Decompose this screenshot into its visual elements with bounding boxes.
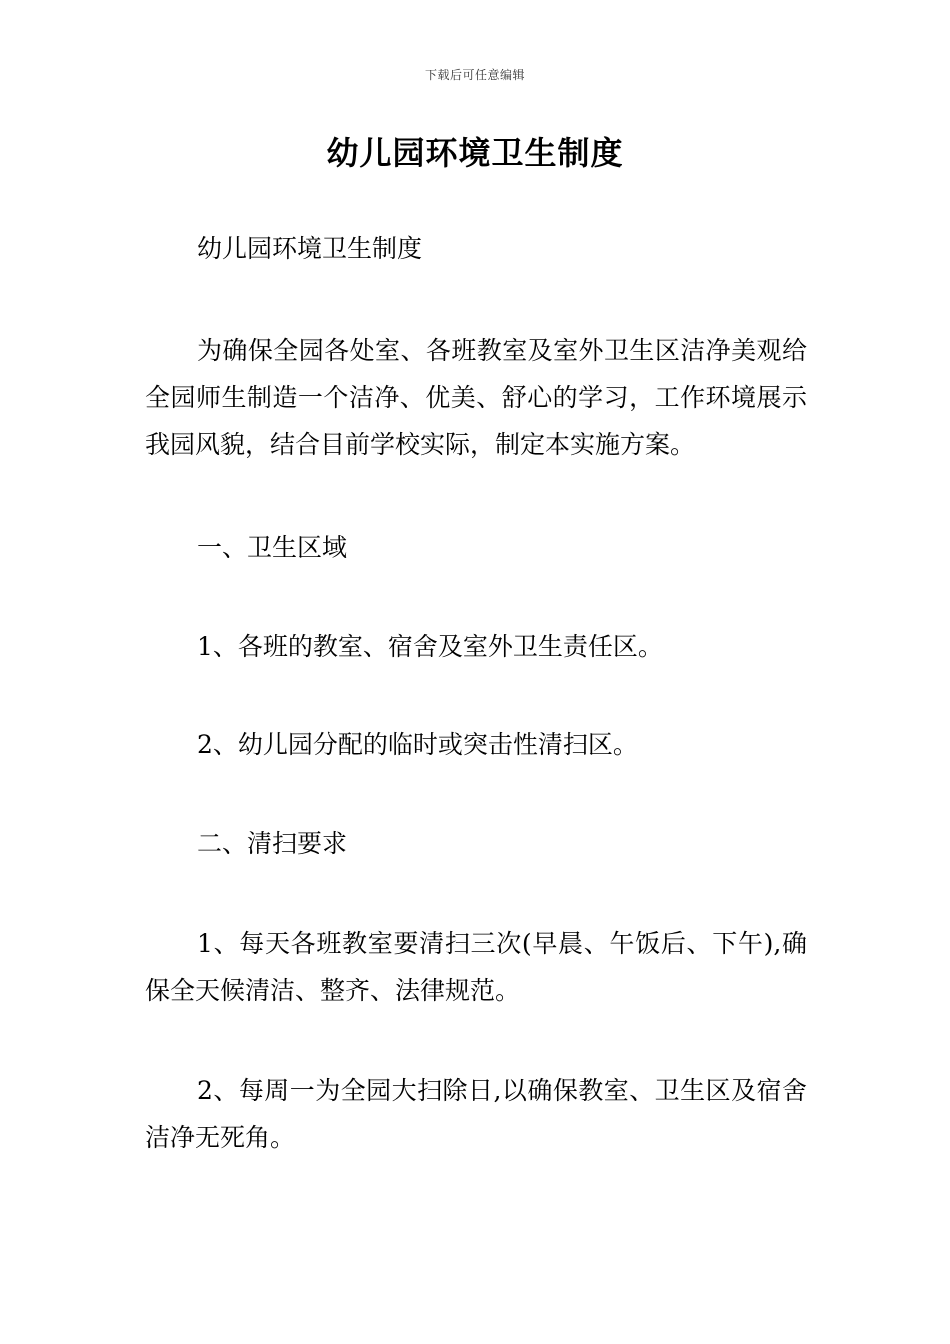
section-heading-cleaning-requirements: 二、清扫要求 xyxy=(197,829,348,858)
header-note: 下载后可任意编辑 xyxy=(424,68,525,82)
section-heading-hygiene-areas: 一、卫生区域 xyxy=(197,533,348,562)
list-item-area-2: 2、幼儿园分配的临时或突击性清扫区。 xyxy=(197,730,638,759)
list-item-requirement-1: 1、每天各班教室要清扫三次(早晨、午饭后、下午),确保全天候清洁、整齐、法律规范。 xyxy=(145,929,807,1005)
list-item-requirement-2: 2、每周一为全园大扫除日,以确保教室、卫生区及宿舍洁净无死角。 xyxy=(145,1076,807,1152)
document-title: 幼儿园环境卫生制度 xyxy=(326,134,624,172)
paragraph-intro: 为确保全园各处室、各班教室及室外卫生区洁净美观给全园师生制造一个洁净、优美、舒心的学习，工作环境展示我园风貌，结合目前学校实际，制定本实施方案。 xyxy=(145,336,807,459)
list-item-area-1: 1、各班的教室、宿舍及室外卫生责任区。 xyxy=(197,632,663,661)
paragraph-subtitle: 幼儿园环境卫生制度 xyxy=(197,234,423,263)
